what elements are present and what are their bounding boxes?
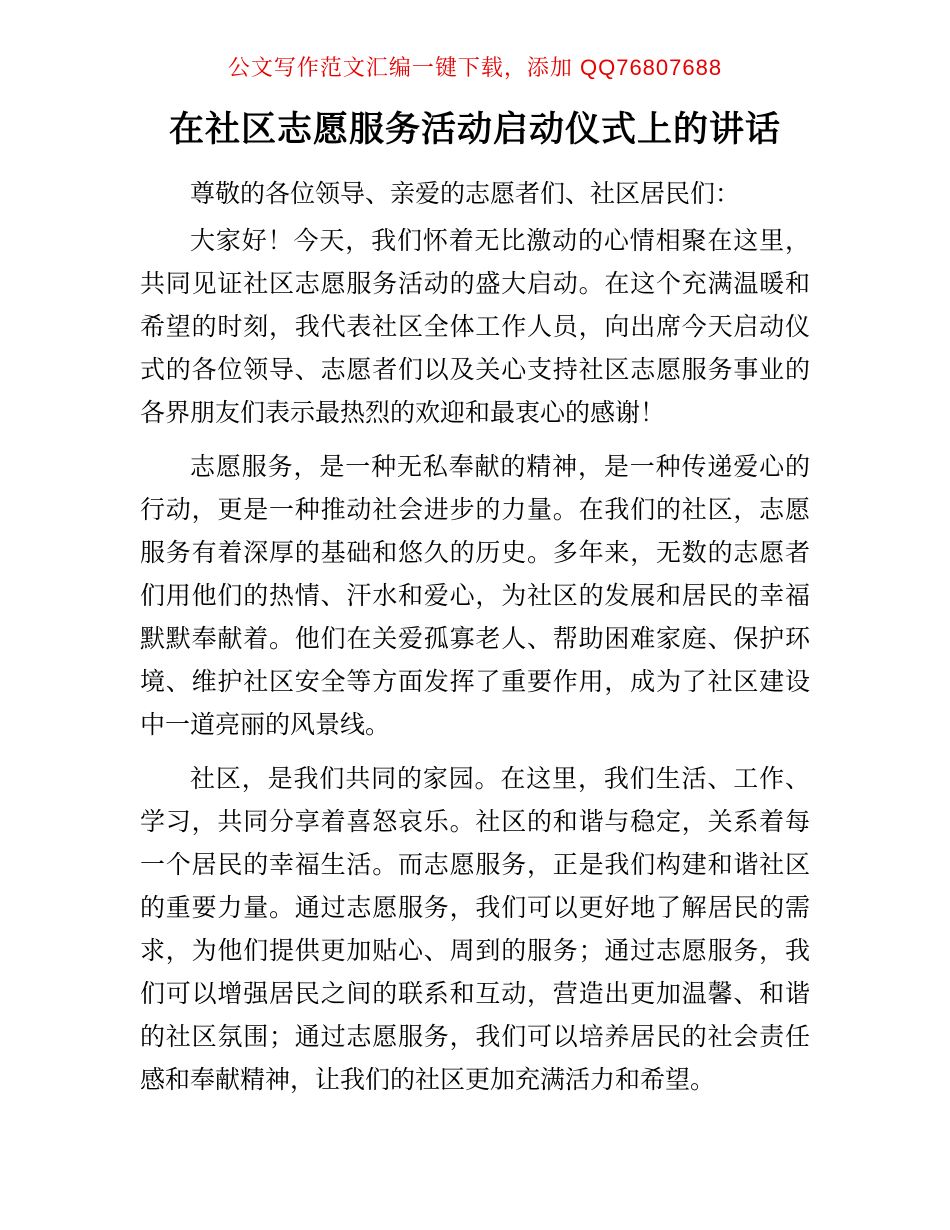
paragraph-greeting: 大家好！今天，我们怀着无比激动的心情相聚在这里，共同见证社区志愿服务活动的盛大启动。在这个充满温暖和希望的时刻，我代表社区全体工作人员，向出席今天启动仪式的各位领导、志愿者们以及关心支持社区志愿服务事业的各界朋友们表示最热烈的欢迎和最衷心的感谢！ [140,227,810,427]
document-title: 在社区志愿服务活动启动仪式上的讲话 [168,110,781,149]
document-body [140,173,810,1102]
salutation-line: 尊敬的各位领导、亲爱的志愿者们、社区居民们： [190,180,741,208]
promo-banner-text: 公文写作范文汇编一键下载，添加 QQ76807688 [227,55,723,80]
paragraph-community-home: 社区，是我们共同的家园。在这里，我们生活、工作、学习，共同分享着喜怒哀乐。社区的和谐与稳定，关系着每一个居民的幸福生活。而志愿服务，正是我们构建和谐社区的重要力量。通过志愿服务，我们可以更好地了解居民的需求，为他们提供更加贴心、周到的服务；通过志愿服务，我们可以增强居民之间的联系和互动，营造出更加温馨、和谐的社区氛围；通过志愿服务，我们可以培养居民的社会责任感和奉献精神，让我们的社区更加充满活力和希望。 [140,765,810,1094]
paragraph-volunteer-spirit: 志愿服务，是一种无私奉献的精神，是一种传递爱心的行动，更是一种推动社会进步的力量。在我们的社区，志愿服务有着深厚的基础和悠久的历史。多年来，无数的志愿者们用他们的热情、汗水和爱心，为社区的发展和居民的幸福默默奉献着。他们在关爱孤寡老人、帮助困难家庭、保护环境、维护社区安全等方面发挥了重要作用，成为了社区建设中一道亮丽的风景线。 [140,453,810,739]
